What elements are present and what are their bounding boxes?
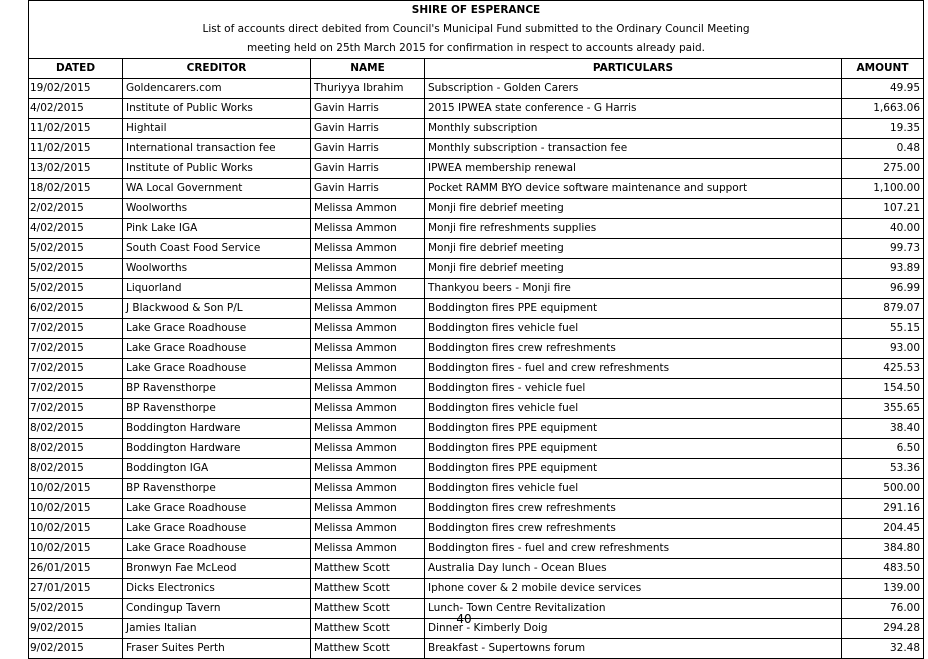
cell-name: Matthew Scott [311,599,425,619]
column-header-amount: AMOUNT [842,59,924,79]
title-row [29,1,924,21]
cell-particulars: Boddington fires vehicle fuel [425,479,842,499]
table-row [29,79,924,99]
cell-amount: 55.15 [842,319,924,339]
cell-amount: 53.36 [842,459,924,479]
document-subtitle-line-2: meeting held on 25th March 2015 for confirmation in respect to accounts already paid. [29,39,924,59]
cell-creditor: Lake Grace Roadhouse [123,319,311,339]
cell-name: Melissa Ammon [311,199,425,219]
cell-creditor: South Coast Food Service [123,239,311,259]
cell-name: Melissa Ammon [311,239,425,259]
cell-creditor: Bronwyn Fae McLeod [123,559,311,579]
cell-amount: 96.99 [842,279,924,299]
cell-name: Melissa Ammon [311,459,425,479]
cell-creditor: Lake Grace Roadhouse [123,499,311,519]
cell-dated: 7/02/2015 [29,399,123,419]
cell-creditor: BP Ravensthorpe [123,399,311,419]
cell-creditor: Goldencarers.com [123,79,311,99]
cell-dated: 2/02/2015 [29,199,123,219]
cell-creditor: Fraser Suites Perth [123,639,311,659]
cell-particulars: Boddington fires PPE equipment [425,439,842,459]
cell-dated: 19/02/2015 [29,79,123,99]
column-header-row [29,59,924,79]
cell-name: Melissa Ammon [311,219,425,239]
table-row [29,259,924,279]
cell-particulars: Boddington fires PPE equipment [425,299,842,319]
cell-creditor: Woolworths [123,259,311,279]
cell-name: Melissa Ammon [311,399,425,419]
cell-name: Gavin Harris [311,139,425,159]
cell-amount: 1,663.06 [842,99,924,119]
cell-amount: 0.48 [842,139,924,159]
cell-name: Melissa Ammon [311,359,425,379]
cell-name: Melissa Ammon [311,499,425,519]
cell-dated: 8/02/2015 [29,459,123,479]
column-header-creditor: CREDITOR [123,59,311,79]
cell-dated: 7/02/2015 [29,379,123,399]
cell-name: Matthew Scott [311,579,425,599]
table-row [29,239,924,259]
cell-amount: 93.89 [842,259,924,279]
cell-particulars: Iphone cover & 2 mobile device services [425,579,842,599]
cell-dated: 13/02/2015 [29,159,123,179]
cell-creditor: Boddington Hardware [123,439,311,459]
cell-particulars: Boddington fires - fuel and crew refreshments [425,359,842,379]
cell-amount: 107.21 [842,199,924,219]
cell-creditor: Institute of Public Works [123,99,311,119]
document-subtitle-line-1: List of accounts direct debited from Council's Municipal Fund submitted to the Ordinary Council Meeting [29,20,924,39]
cell-dated: 5/02/2015 [29,599,123,619]
table-row [29,539,924,559]
page-number: 40 [456,612,472,626]
cell-particulars: Monthly subscription [425,119,842,139]
cell-amount: 500.00 [842,479,924,499]
cell-creditor: Lake Grace Roadhouse [123,519,311,539]
cell-dated: 4/02/2015 [29,219,123,239]
cell-dated: 8/02/2015 [29,439,123,459]
table-row [29,319,924,339]
cell-creditor: Boddington Hardware [123,419,311,439]
cell-creditor: WA Local Government [123,179,311,199]
cell-particulars: IPWEA membership renewal [425,159,842,179]
cell-particulars: Boddington fires crew refreshments [425,339,842,359]
cell-dated: 10/02/2015 [29,479,123,499]
cell-name: Gavin Harris [311,179,425,199]
cell-creditor: Condingup Tavern [123,599,311,619]
cell-particulars: Dinner - Kimberly Doig [425,619,842,639]
cell-particulars: Boddington fires crew refreshments [425,519,842,539]
cell-name: Melissa Ammon [311,319,425,339]
cell-creditor: Pink Lake IGA [123,219,311,239]
table-row [29,579,924,599]
cell-particulars: Monji fire refreshments supplies [425,219,842,239]
cell-amount: 879.07 [842,299,924,319]
cell-name: Matthew Scott [311,559,425,579]
cell-name: Melissa Ammon [311,299,425,319]
cell-particulars: Thankyou beers - Monji fire [425,279,842,299]
cell-amount: 294.28 [842,619,924,639]
cell-amount: 76.00 [842,599,924,619]
cell-dated: 7/02/2015 [29,319,123,339]
cell-creditor: Lake Grace Roadhouse [123,339,311,359]
cell-dated: 10/02/2015 [29,519,123,539]
cell-amount: 38.40 [842,419,924,439]
accounts-table [28,0,924,659]
cell-dated: 5/02/2015 [29,259,123,279]
cell-dated: 7/02/2015 [29,359,123,379]
table-row [29,499,924,519]
cell-name: Melissa Ammon [311,439,425,459]
column-header-dated: DATED [29,59,123,79]
cell-amount: 154.50 [842,379,924,399]
cell-name: Gavin Harris [311,99,425,119]
document-title: SHIRE OF ESPERANCE [29,1,924,21]
cell-amount: 40.00 [842,219,924,239]
cell-particulars: Boddington fires vehicle fuel [425,399,842,419]
cell-amount: 99.73 [842,239,924,259]
cell-name: Thuriyya Ibrahim [311,79,425,99]
table-row [29,219,924,239]
cell-creditor: BP Ravensthorpe [123,379,311,399]
cell-dated: 9/02/2015 [29,619,123,639]
table-row [29,199,924,219]
cell-creditor: Dicks Electronics [123,579,311,599]
cell-dated: 11/02/2015 [29,119,123,139]
table-row [29,99,924,119]
table-row [29,479,924,499]
cell-amount: 425.53 [842,359,924,379]
cell-dated: 10/02/2015 [29,539,123,559]
column-header-name: NAME [311,59,425,79]
cell-name: Melissa Ammon [311,519,425,539]
cell-amount: 32.48 [842,639,924,659]
cell-name: Gavin Harris [311,119,425,139]
cell-particulars: Pocket RAMM BYO device software maintenance and support [425,179,842,199]
table-row [29,159,924,179]
cell-dated: 8/02/2015 [29,419,123,439]
cell-dated: 27/01/2015 [29,579,123,599]
table-row [29,139,924,159]
table-row [29,179,924,199]
cell-name: Melissa Ammon [311,279,425,299]
table-row [29,379,924,399]
cell-dated: 4/02/2015 [29,99,123,119]
table-row [29,419,924,439]
cell-particulars: Boddington fires vehicle fuel [425,319,842,339]
cell-particulars: Boddington fires crew refreshments [425,499,842,519]
cell-dated: 7/02/2015 [29,339,123,359]
table-row [29,279,924,299]
cell-amount: 384.80 [842,539,924,559]
cell-particulars: 2015 IPWEA state conference - G Harris [425,99,842,119]
cell-creditor: BP Ravensthorpe [123,479,311,499]
cell-creditor: Lake Grace Roadhouse [123,359,311,379]
cell-particulars: Subscription - Golden Carers [425,79,842,99]
cell-particulars: Monthly subscription - transaction fee [425,139,842,159]
cell-name: Gavin Harris [311,159,425,179]
cell-amount: 6.50 [842,439,924,459]
cell-particulars: Boddington fires PPE equipment [425,459,842,479]
cell-amount: 355.65 [842,399,924,419]
cell-amount: 139.00 [842,579,924,599]
cell-creditor: Hightail [123,119,311,139]
cell-dated: 9/02/2015 [29,639,123,659]
table-row [29,119,924,139]
cell-creditor: J Blackwood & Son P/L [123,299,311,319]
table-row [29,559,924,579]
cell-name: Melissa Ammon [311,479,425,499]
cell-name: Matthew Scott [311,619,425,639]
cell-dated: 18/02/2015 [29,179,123,199]
cell-dated: 10/02/2015 [29,499,123,519]
cell-amount: 1,100.00 [842,179,924,199]
cell-dated: 26/01/2015 [29,559,123,579]
cell-amount: 483.50 [842,559,924,579]
cell-particulars: Boddington fires - fuel and crew refreshments [425,539,842,559]
cell-creditor: Boddington IGA [123,459,311,479]
cell-name: Melissa Ammon [311,339,425,359]
cell-amount: 49.95 [842,79,924,99]
cell-particulars: Monji fire debrief meeting [425,239,842,259]
table-row [29,339,924,359]
table-row [29,399,924,419]
column-header-particulars: PARTICULARS [425,59,842,79]
cell-particulars: Lunch- Town Centre Revitalization [425,599,842,619]
cell-dated: 5/02/2015 [29,279,123,299]
cell-particulars: Monji fire debrief meeting [425,199,842,219]
cell-amount: 275.00 [842,159,924,179]
table-row [29,519,924,539]
cell-particulars: Monji fire debrief meeting [425,259,842,279]
table-row [29,459,924,479]
table-row [29,359,924,379]
cell-name: Melissa Ammon [311,539,425,559]
cell-name: Melissa Ammon [311,259,425,279]
cell-creditor: Lake Grace Roadhouse [123,539,311,559]
cell-dated: 11/02/2015 [29,139,123,159]
cell-amount: 204.45 [842,519,924,539]
cell-particulars: Boddington fires - vehicle fuel [425,379,842,399]
table-row [29,299,924,319]
cell-creditor: Institute of Public Works [123,159,311,179]
cell-creditor: Jamies Italian [123,619,311,639]
cell-name: Melissa Ammon [311,419,425,439]
table-row [29,439,924,459]
cell-name: Matthew Scott [311,639,425,659]
cell-amount: 19.35 [842,119,924,139]
cell-dated: 5/02/2015 [29,239,123,259]
cell-particulars: Breakfast - Supertowns forum [425,639,842,659]
cell-creditor: Woolworths [123,199,311,219]
cell-name: Melissa Ammon [311,379,425,399]
cell-particulars: Boddington fires PPE equipment [425,419,842,439]
cell-amount: 291.16 [842,499,924,519]
cell-creditor: International transaction fee [123,139,311,159]
accounts-sheet [28,0,923,659]
cell-dated: 6/02/2015 [29,299,123,319]
cell-amount: 93.00 [842,339,924,359]
subtitle-row-1 [29,20,924,39]
subtitle-row-2 [29,39,924,59]
cell-particulars: Australia Day lunch - Ocean Blues [425,559,842,579]
cell-creditor: Liquorland [123,279,311,299]
